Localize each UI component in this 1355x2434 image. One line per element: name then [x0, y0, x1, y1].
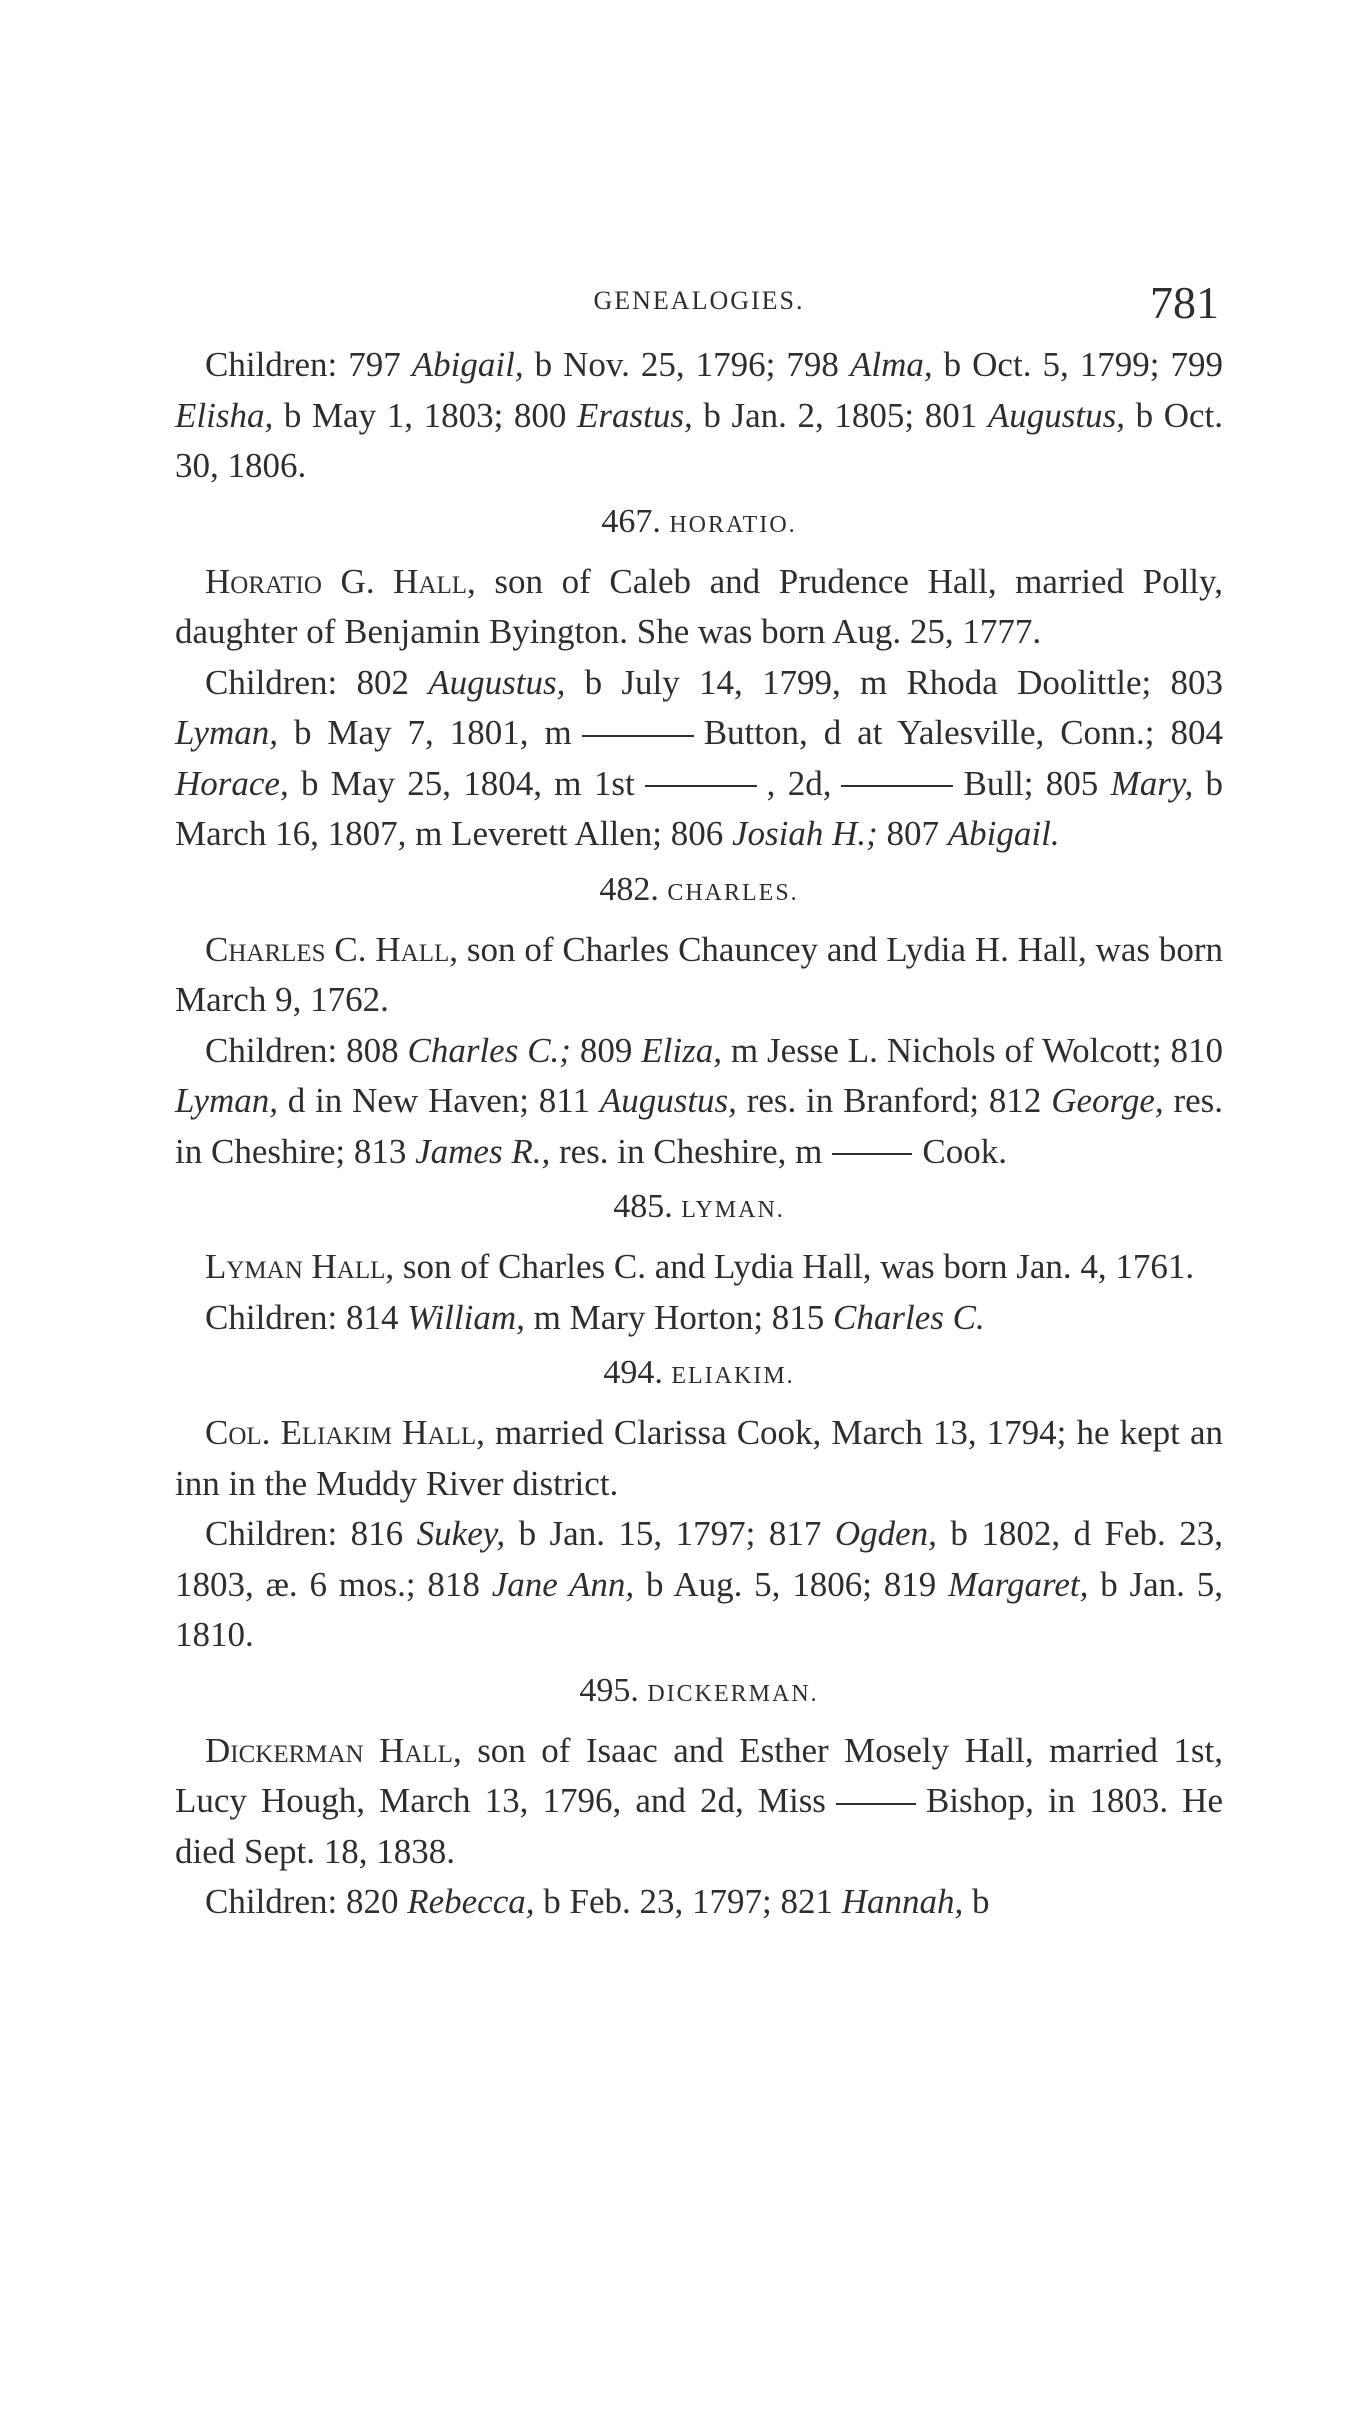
- section-number: 495.: [579, 1671, 639, 1709]
- blank-dash: [836, 1803, 916, 1805]
- running-title: GENEALOGIES.: [593, 286, 805, 315]
- child-name: Charles C.;: [407, 1030, 571, 1070]
- biography-paragraph-485: [175, 1242, 1223, 1293]
- child-name: Augustus,: [428, 662, 566, 702]
- section-name: LYMAN.: [681, 1197, 785, 1223]
- text-run: b May 25, 1804, m 1st: [288, 763, 635, 803]
- text-run: son of Charles Chauncey and Lydia H. Hall, was born March 9, 1762.: [175, 929, 1223, 1019]
- text-run: Bishop, in 1803. He died Sept. 18, 1838.: [175, 1781, 1223, 1871]
- text-run: married Clarissa Cook, March 13, 1794; he kept an inn in the Muddy River district.: [175, 1413, 1223, 1503]
- section-number: 494.: [603, 1354, 663, 1391]
- child-name: Elisha,: [175, 395, 274, 435]
- person-name: Col. Eliakim Hall,: [205, 1413, 485, 1452]
- text-run: Children: 814: [205, 1297, 408, 1337]
- text-run: Cook.: [922, 1131, 1008, 1171]
- children-paragraph-467: [175, 658, 1223, 860]
- child-name: James R.,: [415, 1131, 551, 1171]
- person-name: Dickerman Hall,: [205, 1730, 462, 1770]
- children-paragraph-482: [175, 1026, 1223, 1178]
- text-run: b 1802, d Feb. 23, 1803, æ. 6 mos.; 818: [175, 1514, 1223, 1604]
- text-run: Children: 802: [205, 662, 429, 702]
- text-run: b May 1, 1803; 800: [273, 395, 578, 435]
- section-heading-485: [175, 1183, 1223, 1234]
- child-name: Hannah,: [841, 1882, 964, 1921]
- section-name: CHARLES.: [667, 879, 799, 906]
- section-heading-494: [175, 1349, 1223, 1400]
- running-head: [175, 270, 1223, 340]
- text-run: son of Isaac and Esther Mosely Hall, married 1st, Lucy Hough, March 13, 1796, and 2d, Miss: [175, 1730, 1223, 1820]
- child-name: Mary,: [1110, 763, 1194, 803]
- text-run: 809: [570, 1030, 642, 1070]
- children-paragraph-796: [175, 340, 1223, 492]
- text-run: d in New Haven; 811: [277, 1081, 600, 1120]
- text-run: b March 16, 1807, m Leverett Allen; 806: [175, 763, 1223, 853]
- blank-dash: [832, 1153, 912, 1155]
- section-heading-467: [175, 498, 1223, 549]
- text-run: Children: 816: [205, 1514, 417, 1553]
- person-name: Horatio G. Hall,: [205, 561, 476, 601]
- text-run: b Jan. 2, 1805; 801: [692, 395, 988, 435]
- child-name: William,: [407, 1297, 525, 1337]
- child-name: Margaret,: [948, 1564, 1089, 1604]
- child-name: Rebecca,: [407, 1882, 535, 1921]
- child-name: Augustus,: [599, 1081, 737, 1120]
- text-run: m Mary Horton; 815: [524, 1297, 834, 1337]
- text-run: Children: 820: [205, 1882, 408, 1921]
- biography-paragraph-467: [175, 557, 1223, 658]
- text-run: , 2d,: [766, 763, 832, 803]
- child-name: Josiah H.;: [731, 814, 878, 853]
- text-run: b May 7, 1801, m: [277, 713, 572, 752]
- text-run: Children: 808: [205, 1030, 408, 1070]
- text-run: 807: [877, 814, 948, 853]
- text-run: b Jan. 5, 1810.: [175, 1564, 1223, 1654]
- text-run: b Jan. 15, 1797; 817: [505, 1514, 835, 1553]
- child-name: Horace,: [175, 763, 289, 803]
- section-name: ELIAKIM.: [671, 1363, 795, 1389]
- person-name: Lyman Hall,: [205, 1247, 395, 1286]
- text-run: res. in Cheshire; 813: [175, 1081, 1224, 1171]
- section-heading-482: [175, 866, 1223, 917]
- child-name: Charles C.: [833, 1297, 985, 1337]
- text-run: b Oct. 5, 1799; 799: [932, 345, 1223, 384]
- person-name: Charles C. Hall,: [205, 929, 458, 969]
- child-name: Eliza,: [641, 1030, 722, 1070]
- text-run: son of Charles C. and Lydia Hall, was born Jan. 4, 1761.: [394, 1247, 1195, 1286]
- child-name: Ogden,: [834, 1514, 937, 1553]
- section-number: 467.: [601, 502, 661, 540]
- biography-paragraph-482: [175, 925, 1223, 1026]
- blank-dash: [841, 785, 953, 787]
- section-name: DICKERMAN.: [647, 1680, 819, 1707]
- text-run: b Aug. 5, 1806; 819: [634, 1564, 949, 1604]
- child-name: Augustus,: [987, 395, 1125, 435]
- section-number: 482.: [599, 870, 659, 908]
- section-name: HORATIO.: [669, 511, 797, 538]
- children-paragraph-495: [175, 1877, 1223, 1928]
- children-paragraph-485: [175, 1293, 1223, 1344]
- text-run: res. in Cheshire, m: [550, 1131, 823, 1171]
- text-run: b: [963, 1882, 990, 1921]
- text-run: son of Caleb and Prudence Hall, married Polly, daughter of Benjamin Byington. She was born Aug. 25, 1777.: [175, 561, 1223, 651]
- text-run: res. in Branford; 812: [736, 1081, 1052, 1120]
- text-run: Bull; 805: [963, 763, 1111, 803]
- child-name: George,: [1051, 1081, 1164, 1120]
- text-run: b July 14, 1799, m Rhoda Doolittle; 803: [565, 662, 1223, 702]
- section-number: 485.: [613, 1188, 673, 1225]
- biography-paragraph-495: [175, 1726, 1223, 1878]
- text-run: b Nov. 25, 1796; 798: [523, 345, 850, 384]
- text-run: Children: 797: [205, 345, 412, 384]
- text-run: m Jesse L. Nichols of Wolcott; 810: [721, 1030, 1223, 1070]
- children-paragraph-494: [175, 1509, 1223, 1661]
- blank-dash: [582, 735, 694, 737]
- child-name: Sukey,: [416, 1514, 506, 1553]
- child-name: Abigail,: [411, 345, 524, 384]
- page-number: 781: [1150, 277, 1219, 328]
- child-name: Abigail.: [947, 814, 1060, 853]
- text-run: b Oct. 30, 1806.: [175, 395, 1223, 485]
- blank-dash: [645, 785, 757, 787]
- child-name: Lyman,: [175, 713, 278, 752]
- child-name: Jane Ann,: [491, 1564, 635, 1604]
- text-run: Button, d at Yalesville, Conn.; 804: [703, 713, 1223, 752]
- child-name: Lyman,: [175, 1081, 278, 1120]
- child-name: Alma,: [849, 345, 933, 384]
- book-page: [175, 270, 1223, 1928]
- child-name: Erastus,: [577, 395, 693, 435]
- section-heading-495: [175, 1667, 1223, 1718]
- biography-paragraph-494: [175, 1408, 1223, 1509]
- text-run: b Feb. 23, 1797; 821: [534, 1882, 842, 1921]
